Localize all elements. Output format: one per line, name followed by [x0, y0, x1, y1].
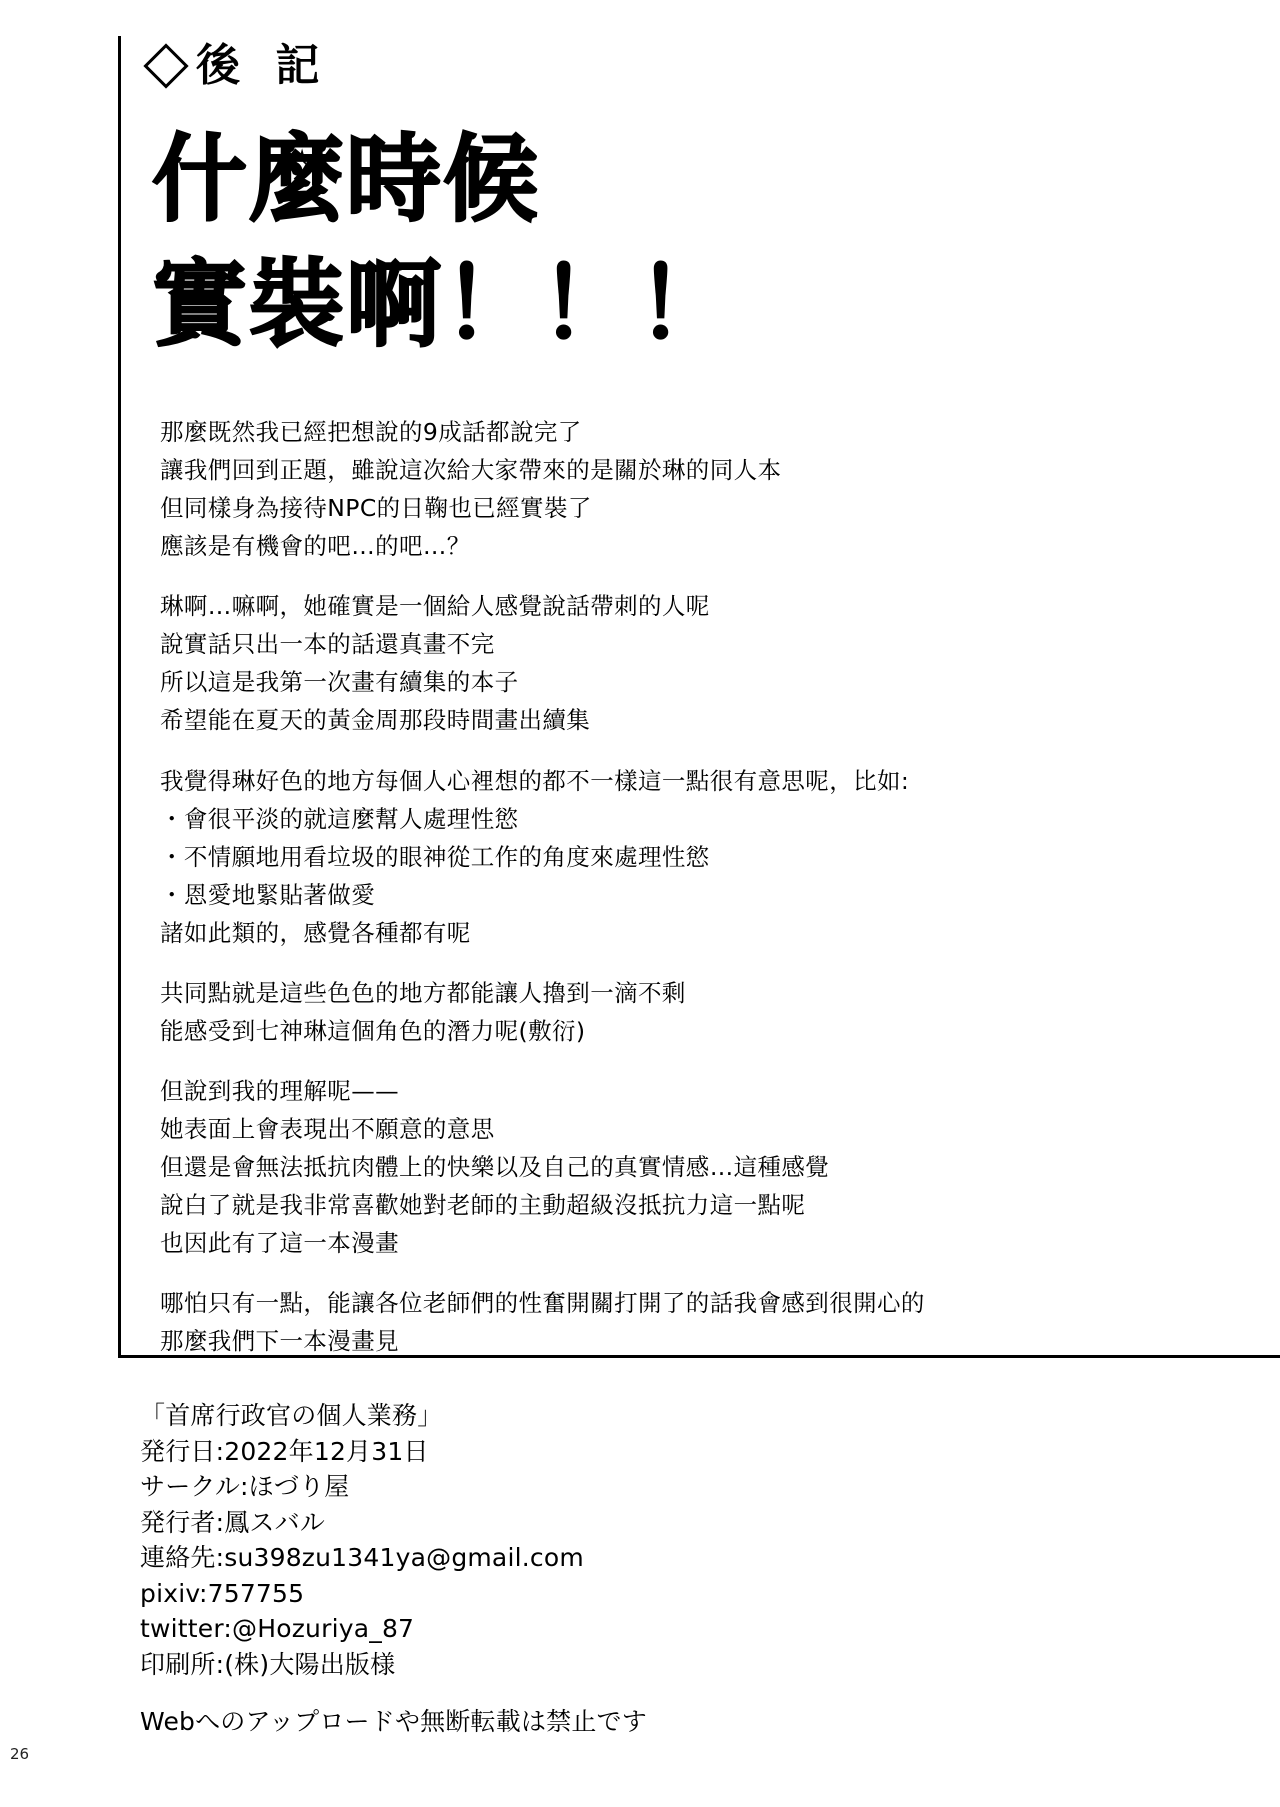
colophon-notice: Webへのアップロードや無断転載は禁止です — [140, 1707, 647, 1736]
colophon-twitter: twitter:@Hozuriya_87 — [140, 1614, 415, 1643]
afterword-heading — [150, 40, 330, 91]
afterword-paragraph: 那麼既然我已經把想說的9成話都說完了 讓我們回到正題，雖說這次給大家帶來的是關於琳的同人本 但同樣身為接待NPC的日鞠也已經實裝了 應該是有機會的吧…的吧…？ — [160, 418, 782, 561]
diamond-icon — [143, 43, 188, 88]
afterword-paragraph: 共同點就是這些色色的地方都能讓人擼到一滴不剩 能感受到七神琳這個角色的潛力呢(敷衍) — [160, 978, 686, 1045]
colophon-block — [140, 1398, 647, 1740]
afterword-title-line-2: 實裝啊！！！ — [152, 250, 735, 361]
colophon-spacer — [140, 1682, 647, 1704]
colophon-title: 「首席行政官の個人業務」 — [140, 1401, 443, 1430]
afterword-paragraph: 但說到我的理解呢—— 她表面上會表現出不願意的意思 但還是會無法抵抗肉體上的快樂以及自己的真實情感…這種感覺 說白了就是我非常喜歡她對老師的主動超級沒抵抗力這一點呢 也因此有了這一本漫畫 — [160, 1076, 830, 1258]
colophon-printer: 印刷所:(株)大陽出版様 — [140, 1649, 396, 1679]
afterword-heading-label: 後 記 — [196, 40, 330, 91]
colophon-pixiv: pixiv:757755 — [140, 1578, 305, 1608]
colophon-contact-email: 連絡先:su398zu1341ya@gmail.com — [140, 1543, 584, 1572]
colophon-circle: サークル:ほづり屋 — [140, 1472, 350, 1501]
afterword-title — [152, 118, 734, 369]
afterword-title-line-1: 什麼時候 — [152, 125, 541, 235]
afterword-paragraph: 我覺得琳好色的地方每個人心裡想的都不一樣這一點很有意思呢，比如: ・會很平淡的就這麼幫人處理性慾 ・不情願地用看垃圾的眼神從工作的角度來處理性慾 ・恩愛地緊貼著做愛 諸如此類的，感覺各種都有呢 — [160, 766, 910, 947]
afterword-paragraph: 琳啊…嘛啊，她確實是一個給人感覺說話帶刺的人呢 說實話只出一本的話還真畫不完 所以這是我第一次畫有續集的本子 希望能在夏天的黃金周那段時間畫出續集 — [160, 592, 710, 735]
left-vertical-rule — [118, 36, 121, 1356]
colophon-author: 発行者:鳳スバル — [140, 1507, 326, 1537]
colophon-publish-date: 発行日:2022年12月31日 — [140, 1436, 429, 1466]
afterword-paragraph: 哪怕只有一點，能讓各位老師們的性奮開關打開了的話我會感到很開心的 那麼我們下一本漫畫見 — [160, 1289, 925, 1356]
afterword-body — [160, 413, 1160, 1360]
page-number: 26 — [10, 1745, 30, 1763]
